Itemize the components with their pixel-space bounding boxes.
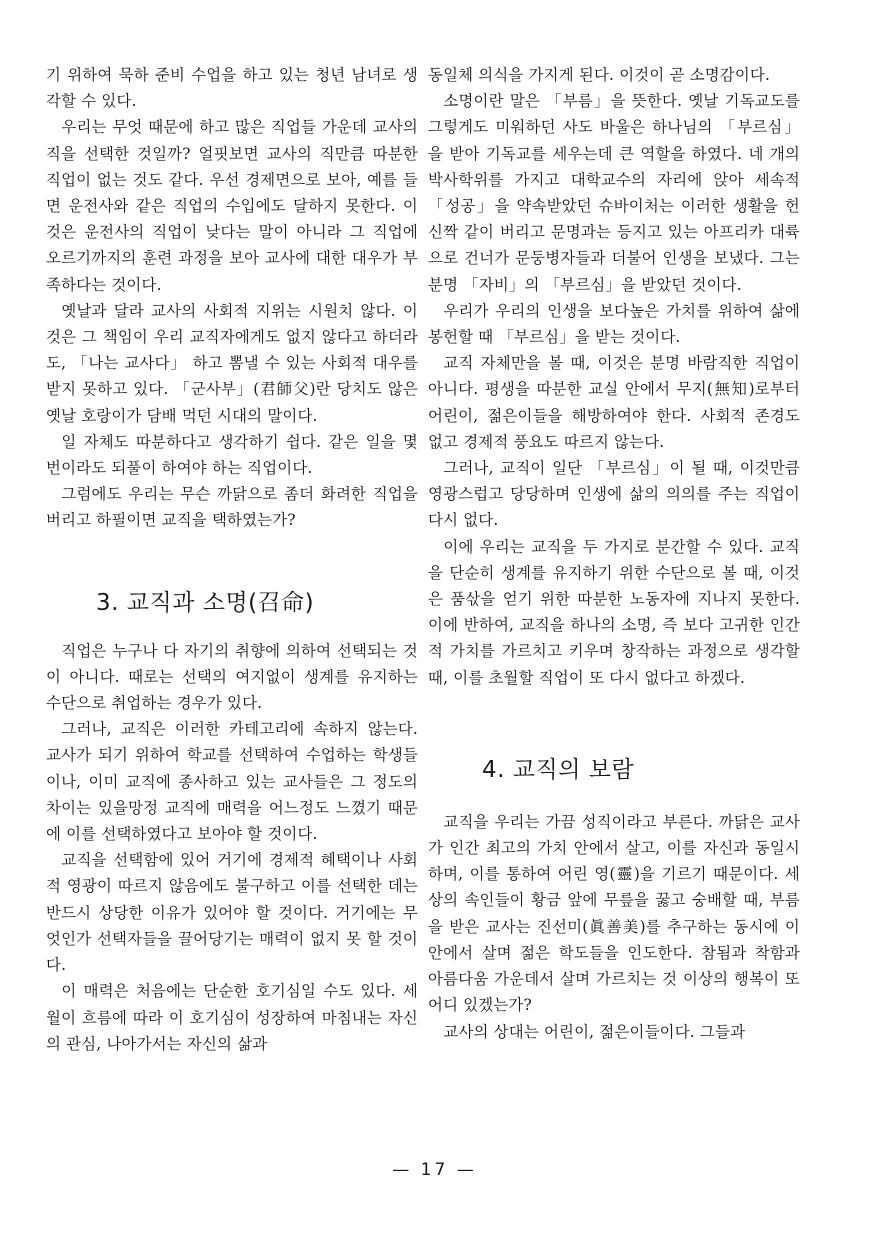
section-heading-3: 3. 교직과 소명(召命): [96, 589, 315, 616]
section-heading-4: 4. 교직의 보람: [482, 756, 635, 783]
paragraph: 우리가 우리의 인생을 보다높은 가치를 위하여 삶에 봉헌할 때 「부르심」을 받는 것이다.: [428, 301, 800, 347]
paragraph: 교사의 상대는 어린이, 젊은이들이다. 그들과: [443, 1022, 746, 1041]
left-column: [46, 62, 418, 1057]
paragraph: 직업은 누구나 다 자기의 취향에 의하여 선택되는 것이 아니다. 때로는 선택의 여지없이 생계를 유지하는 수단으로 취업하는 경우가 있다.: [46, 641, 418, 713]
paragraph: 그러나, 교직은 이러한 카테고리에 속하지 않는다. 교사가 되기 위하여 학교를 선택하여 수업하는 학생들이나, 이미 교직에 종사하고 있는 교사들은 그 정도의 차이는 있을망정 교직에 매력을 어느정도 느꼈기 때문에 이를 선택하였다고 보아야 할 것이다.: [46, 720, 418, 844]
paragraph: 기 위하여 묵하 준비 수업을 하고 있는 청년 남녀로 생각할 수 있다.: [46, 66, 418, 111]
right-column: [428, 62, 800, 1045]
paragraph: 교직을 우리는 가끔 성직이라고 부른다. 까닭은 교사가 인간 최고의 가치 안에서 살고, 이를 자신과 동일시하며, 이를 통하여 어린 영(靈)을 기르기 때문이다. 세상의 속인들이 황금 앞에 무릎을 꿇고 숭배할 때, 부름을 받은 교사는 진선미(眞善美)를 추구하는 동시에 이 안에서 살며 젊은 학도들을 인도한다. 참됨과 착함과 아름다움 가운데서 살며 가르치는 것 이상의 행복이 또 어디 있겠는가?: [428, 812, 800, 1015]
paragraph: 우리는 무엇 때문에 하고 많은 직업들 가운데 교사의 직을 선택한 것일까? 얼핏보면 교사의 직만큼 따분한 직업이 없는 것도 같다. 우선 경제면으로 보아, 예를 들면 운전사와 같은 직업의 수입에도 달하지 못한다. 이것은 운전사의 직업이 낮다는 말이 아니라 그 직업에 오르기까지의 훈련 과정을 보아 교사에 대한 대우가 부족하다는 것이다.: [46, 118, 418, 294]
page-number: — 17 —: [392, 1160, 477, 1180]
paragraph: 교직 자체만을 볼 때, 이것은 분명 바람직한 직업이 아니다. 평생을 따분한 교실 안에서 무지(無知)로부터 어린이, 젊은이들을 해방하여야 한다. 사회적 존경도 없고 경제적 풍요도 따르지 않는다.: [428, 354, 800, 451]
paragraph: 이에 우리는 교직을 두 가지로 분간할 수 있다. 교직을 단순히 생계를 유지하기 위한 수단으로 볼 때, 이것은 품삯을 얻기 위한 따분한 노동자에 지나지 못한다. 이에 반하여, 교직을 하나의 소명, 즉 보다 고귀한 인간적 가치를 가르치고 키우며 창작하는 과정으로 생각할 때, 이를 초월할 직업이 또 다시 없다고 하겠다.: [428, 537, 800, 687]
paragraph: 소명이란 말은 「부름」을 뜻한다. 옛날 기독교도를 그렇게도 미워하던 사도 바울은 하나님의 「부르심」을 받아 기독교를 세우는데 큰 역할을 하였다. 네 개의 박사학위를 가지고 대학교수의 자리에 앉아 세속적 「성공」을 약속받았던 슈바이처는 이러한 생활을 헌신짝 같이 버리고 문명과는 등지고 있는 아프리카 대륙으로 건너가 문둥병자들과 더불어 인생을 보냈다. 그는 분명 「자비」의 「부르심」을 받았던 것이다.: [428, 92, 800, 294]
paragraph: 교직을 선택함에 있어 거기에 경제적 혜택이나 사회적 영광이 따르지 않음에도 불구하고 이를 선택한 데는 반드시 상당한 이유가 있어야 할 것이다. 거기에는 무엇인가 선택자들을 끌어당기는 매력이 없지 못 할 것이다.: [46, 851, 418, 975]
paragraph: 동일체 의식을 가지게 된다. 이것이 곧 소명감이다.: [428, 66, 771, 84]
paragraph: 옛날과 달라 교사의 사회적 지위는 시원치 않다. 이것은 그 책임이 우리 교직자에게도 없지 않다고 하더라도, 「나는 교사다」 하고 뽐낼 수 있는 사회적 대우를 받지 못하고 있다. 「군사부」(君師父)란 당치도 않은 옛날 호랑이가 담배 먹던 시대의 말이다.: [46, 301, 418, 425]
paragraph: 일 자체도 따분하다고 생각하기 쉽다. 같은 일을 몇 번이라도 되풀이 하여야 하는 직업이다.: [46, 432, 418, 478]
paragraph: 이 매력은 처음에는 단순한 호기심일 수도 있다. 세월이 흐름에 따라 이 호기심이 성장하여 마침내는 자신의 관심, 나아가서는 자신의 삶과: [46, 982, 418, 1053]
paragraph: 그럼에도 우리는 무슨 까닭으로 좀더 화려한 직업을 버리고 하필이면 교직을 택하였는가?: [46, 485, 418, 530]
paragraph: 그러나, 교직이 일단 「부르심」이 될 때, 이것만큼 영광스럽고 당당하며 인생에 삶의 의의를 주는 직업이 다시 없다.: [428, 459, 800, 530]
